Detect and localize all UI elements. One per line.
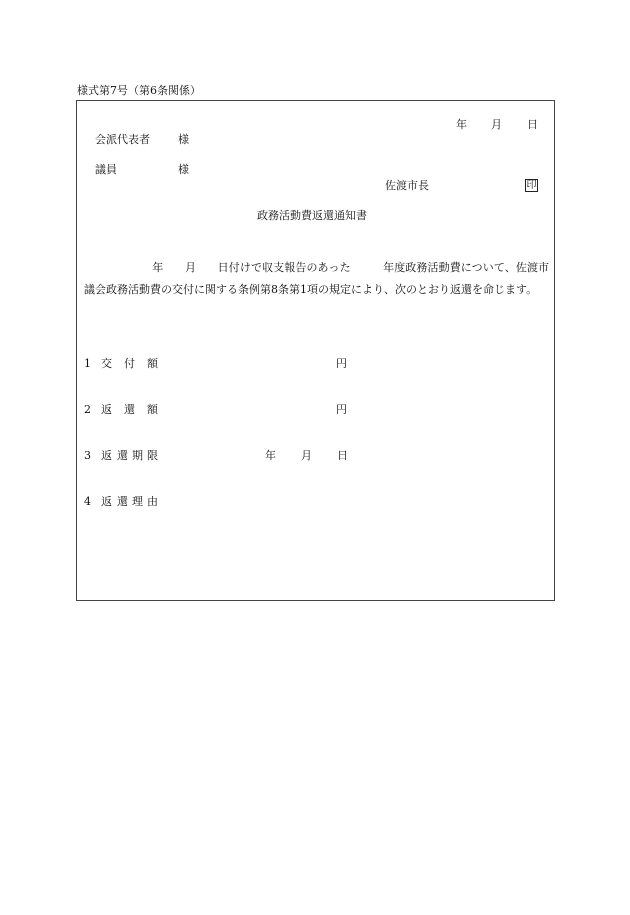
- body-part2: 年度政務活動費について、佐渡市議会政務活動費の交付に関する条例第8条第1項の規定により、次のとおり返還を命じます。: [84, 261, 550, 296]
- item-1-number: 1: [84, 357, 91, 370]
- addressee-member: 議員: [95, 163, 117, 176]
- document-title: 政務活動費返還通知書: [257, 209, 367, 222]
- item-2-label-2: 還: [124, 403, 135, 416]
- item-4-number: 4: [84, 495, 91, 508]
- item-3-label-2: 還: [117, 449, 128, 462]
- item-1-label-1: 交: [101, 357, 112, 370]
- item-1-label-3: 額: [147, 357, 158, 370]
- item-3-number: 3: [84, 449, 91, 462]
- issuer-seal: 印: [526, 180, 537, 191]
- body-month: 月: [184, 261, 197, 274]
- addressee-representative: 会派代表者: [95, 133, 150, 146]
- date-year: 年: [456, 118, 467, 131]
- issuer-name: 佐渡市長: [385, 179, 429, 192]
- item-4-label-1: 返: [101, 495, 112, 508]
- item-3-label-3: 期: [132, 449, 143, 462]
- item-3-year: 年: [265, 449, 276, 462]
- date-month: 月: [491, 118, 502, 131]
- item-2-label-3: 額: [147, 403, 158, 416]
- item-2-value: 円: [336, 403, 347, 416]
- form-box: [76, 100, 555, 601]
- item-3-label-4: 限: [147, 449, 158, 462]
- body-paragraph: [84, 257, 549, 301]
- form-number: 様式第7号（第6条関係）: [77, 84, 201, 97]
- item-1-value: 円: [336, 357, 347, 370]
- body-year: 年: [152, 261, 164, 274]
- item-2-label-1: 返: [101, 403, 112, 416]
- item-4-label-3: 理: [132, 495, 143, 508]
- date-day: 日: [527, 118, 538, 131]
- item-4-label-4: 由: [147, 495, 158, 508]
- item-3-month: 月: [301, 449, 312, 462]
- addressee-representative-honorific: 様: [178, 133, 189, 146]
- addressee-member-honorific: 様: [178, 163, 189, 176]
- item-1-label-2: 付: [124, 357, 135, 370]
- body-part1: 日付けで収支報告のあった: [217, 261, 351, 274]
- item-3-label-1: 返: [101, 449, 112, 462]
- item-4-label-2: 還: [117, 495, 128, 508]
- item-2-number: 2: [84, 403, 91, 416]
- item-3-day: 日: [337, 449, 348, 462]
